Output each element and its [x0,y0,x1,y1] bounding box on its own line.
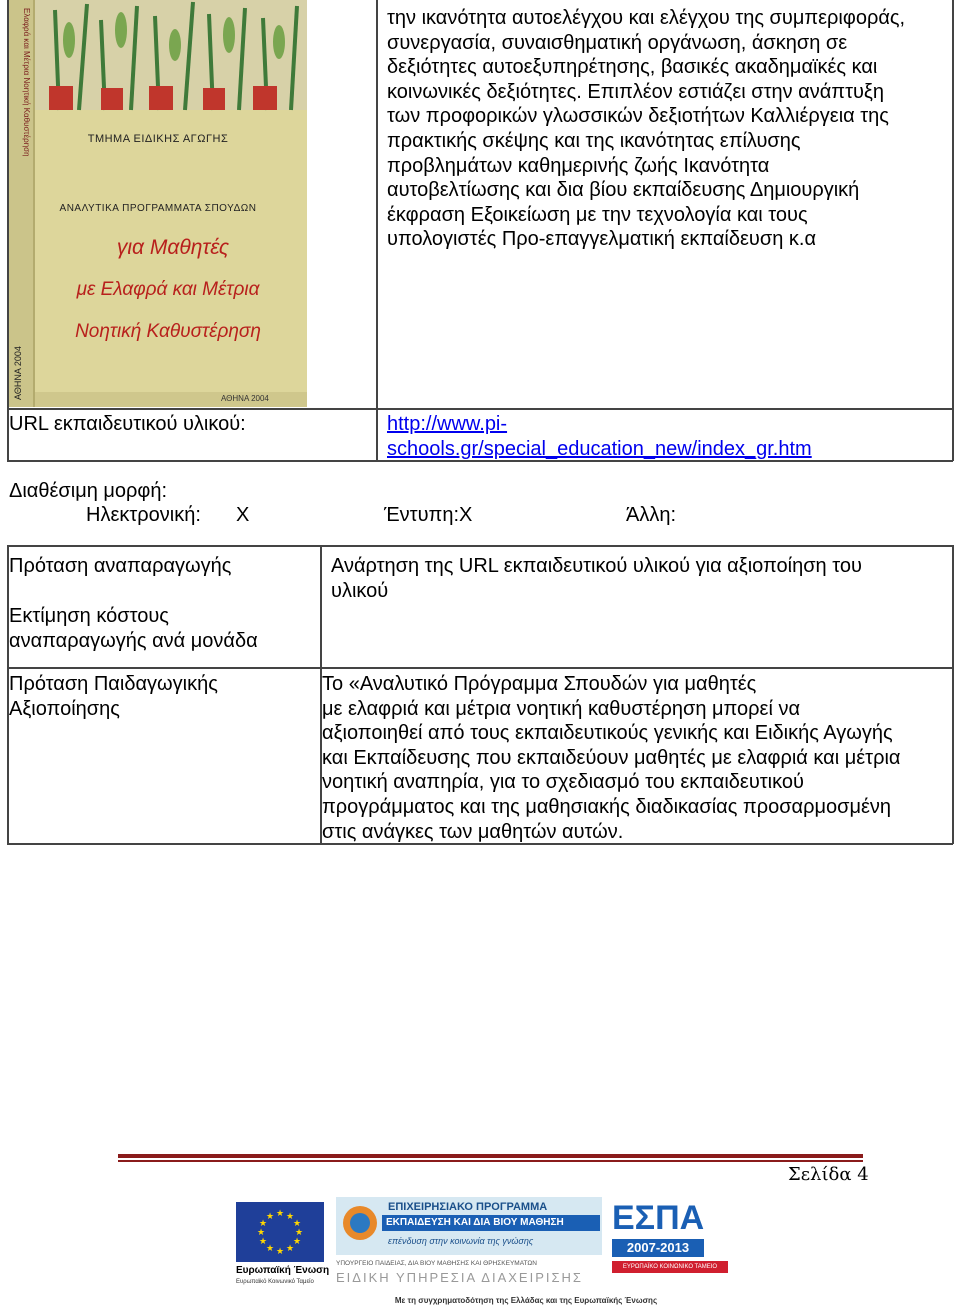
table2-border-top [7,545,953,547]
cost-label-line: Εκτίμηση κόστους [9,605,169,627]
description-line: συνεργασία, συναισθηματική οργάνωση, άσκηση σε [387,31,848,54]
electronic-label: Ηλεκτρονική: [86,504,201,526]
pedagogical-label-line: Πρόταση Παιδαγωγικής [9,673,218,695]
reproduction-proposal-label: Πρόταση αναπαραγωγής [9,555,232,577]
svg-text:★: ★ [285,1244,295,1254]
table2-row-divider [7,667,953,669]
espa-title: ΕΣΠΑ [612,1199,705,1237]
program-logo [336,1197,602,1255]
cover-title-line2: με Ελαφρά και Μέτρια [76,279,260,300]
svg-text:★: ★ [285,1212,295,1222]
cost-label-line: αναπαραγωγής ανά μονάδα [9,629,258,652]
program-line-2: ΕΚΠΑΙΔΕΥΣΗ ΚΑΙ ΔΙΑ ΒΙΟΥ ΜΑΘΗΣΗ [382,1215,600,1231]
other-label: Άλλη: [626,504,677,526]
description-line: κοινωνικές δεξιότητες. Επιπλέον εστιάζει στην ανάπτυξη [387,80,885,103]
svg-text:★: ★ [292,1219,302,1229]
description-line: πρακτικής σκέψης και της ικανότητας επίλυσης [387,129,801,152]
pedagogical-proposal-label [9,672,218,721]
reproduction-value-line: Ανάρτηση της URL εκπαιδευτικού υλικού για αξιοποίηση του [331,555,862,577]
cover-spine-year: ΑΘΗΝΑ 2004 [13,346,23,400]
pedagogical-value-line: με ελαφριά και μέτρια νοητική καθυστέρηση μπορεί να [322,697,801,720]
funding-logos-banner [236,1197,728,1310]
description-line: έκφραση Εξοικείωση με την τεχνολογία και τους [387,203,808,226]
svg-text:★: ★ [294,1228,304,1238]
svg-text:★: ★ [258,1237,268,1247]
book-cover-image [9,0,307,407]
espa-logo [612,1199,728,1283]
espa-years: 2007-2013 [612,1239,704,1257]
description-line: υπολογιστές Προ-επαγγελματική εκπαίδευση κ.α [387,228,817,251]
table2-border-right [952,545,954,844]
pedagogical-value-line: νοητική αναπηρία, για το σχεδιασμό του εκπαιδευτικού [322,771,804,794]
reproduction-value-line: υλικού [331,579,389,602]
eu-flag-icon [236,1202,324,1262]
cofunding-line: Με τη συγχρηματοδότηση της Ελλάδας και της Ευρωπαϊκής Ένωσης [394,1296,658,1305]
cover-spine-title: Ελαφρά και Μέτρια Νοητική Καθυστέρηση [22,8,31,157]
eu-label: Ευρωπαϊκή Ένωση [236,1265,330,1276]
cover-series: ΑΝΑΛΥΤΙΚΑ ΠΡΟΓΡΑΜΜΑΤΑ ΣΠΟΥΔΩΝ [59,203,257,214]
cover-title-line1: για Μαθητές [116,236,230,259]
url-line-1[interactable]: http://www.pi- [387,413,508,435]
ministry-line: ΥΠΟΥΡΓΕΙΟ ΠΑΙΔΕΙΑΣ, ΔΙΑ ΒΙΟΥ ΜΑΘΗΣΗΣ ΚΑΙ ΘΡΗΣΚΕΥΜΑΤΩΝ [336,1260,537,1267]
reproduction-proposal-value [331,554,946,603]
material-url-link[interactable] [387,412,867,461]
page-number: Σελίδα 4 [788,1164,869,1185]
url-line-2[interactable]: schools.gr/special_education_new/index_gr.htm [387,437,812,460]
table-row-divider [7,408,953,410]
special-service-line: ΕΙΔΙΚΗ ΥΠΗΡΕΣΙΑ ΔΙΑΧΕΙΡΙΣΗΣ [336,1270,583,1285]
cover-year: ΑΘΗΝΑ 2004 [221,394,269,403]
print-label: Έντυπη:Χ [384,504,473,526]
svg-text:★: ★ [265,1212,275,1222]
table-border-middle [376,0,378,461]
pedagogical-value-line: και Εκπαίδευσης που εκπαιδεύουν μαθητές με ελαφριά και μέτρια [322,746,901,769]
url-label: URL εκπαιδευτικού υλικού: [9,413,246,435]
program-line-1: ΕΠΙΧΕΙΡΗΣΙΑΚΟ ΠΡΟΓΡΑΜΜΑ [388,1201,548,1213]
pedagogical-value-line: αξιοποιηθεί από τους εκπαιδευτικούς γενικής και Ειδικής Αγωγής [322,722,893,745]
eu-sub-label: Ευρωπαϊκό Κοινωνικό Ταμείο [236,1279,314,1285]
description-line: την ικανότητα αυτοελέγχου και ελέγχου της συμπεριφοράς, [387,7,906,29]
description-line: των προφορικών γλωσσικών δεξιοτήτων Καλλιέργεια της [387,105,889,128]
cover-title-line3: Νοητική Καθυστέρηση [75,321,261,342]
svg-text:★: ★ [265,1244,275,1254]
svg-text:★: ★ [256,1228,266,1238]
footer-rule-thick [118,1154,863,1158]
description-line: δεξιότητες αυτοεξυπηρέτησης, βασικές ακαδημαϊκές και [387,56,878,79]
description-line: προβλημάτων καθημερινής ζωής Ικανότητα [387,154,770,177]
program-line-3: επένδυση στην κοινωνία της γνώσης [388,1236,534,1246]
description-line: αυτοβελτίωσης και δια βίου εκπαίδευσης Δημιουργική [387,179,860,202]
svg-text:★: ★ [258,1219,268,1229]
espa-fund: ΕΥΡΩΠΑΪΚΟ ΚΟΙΝΩΝΙΚΟ ΤΑΜΕΙΟ [612,1261,728,1273]
svg-text:★: ★ [275,1247,285,1257]
cover-department: ΤΜΗΜΑ ΕΙΔΙΚΗΣ ΑΓΩΓΗΣ [87,133,229,145]
svg-text:★: ★ [275,1209,285,1219]
pedagogical-proposal-value [322,672,945,844]
pedagogical-value-line: στις ανάγκες των μαθητών αυτών. [322,820,624,843]
pedagogical-value-line: προγράμματος και της μαθησιακής διαδικασίας προσαρμοσμένη [322,795,892,818]
cost-estimate-label [9,604,258,653]
availability-label: Διαθέσιμη μορφή: [9,480,168,502]
svg-text:★: ★ [292,1237,302,1247]
pedagogical-label-line: Αξιοποίησης [9,697,120,720]
material-description [387,6,947,252]
pedagogical-value-line: Το «Αναλυτικό Πρόγραμμα Σπουδών για μαθητές [322,673,757,695]
footer-rule-thin [118,1160,863,1162]
table-border-right [952,0,954,461]
electronic-value: Χ [236,504,250,526]
